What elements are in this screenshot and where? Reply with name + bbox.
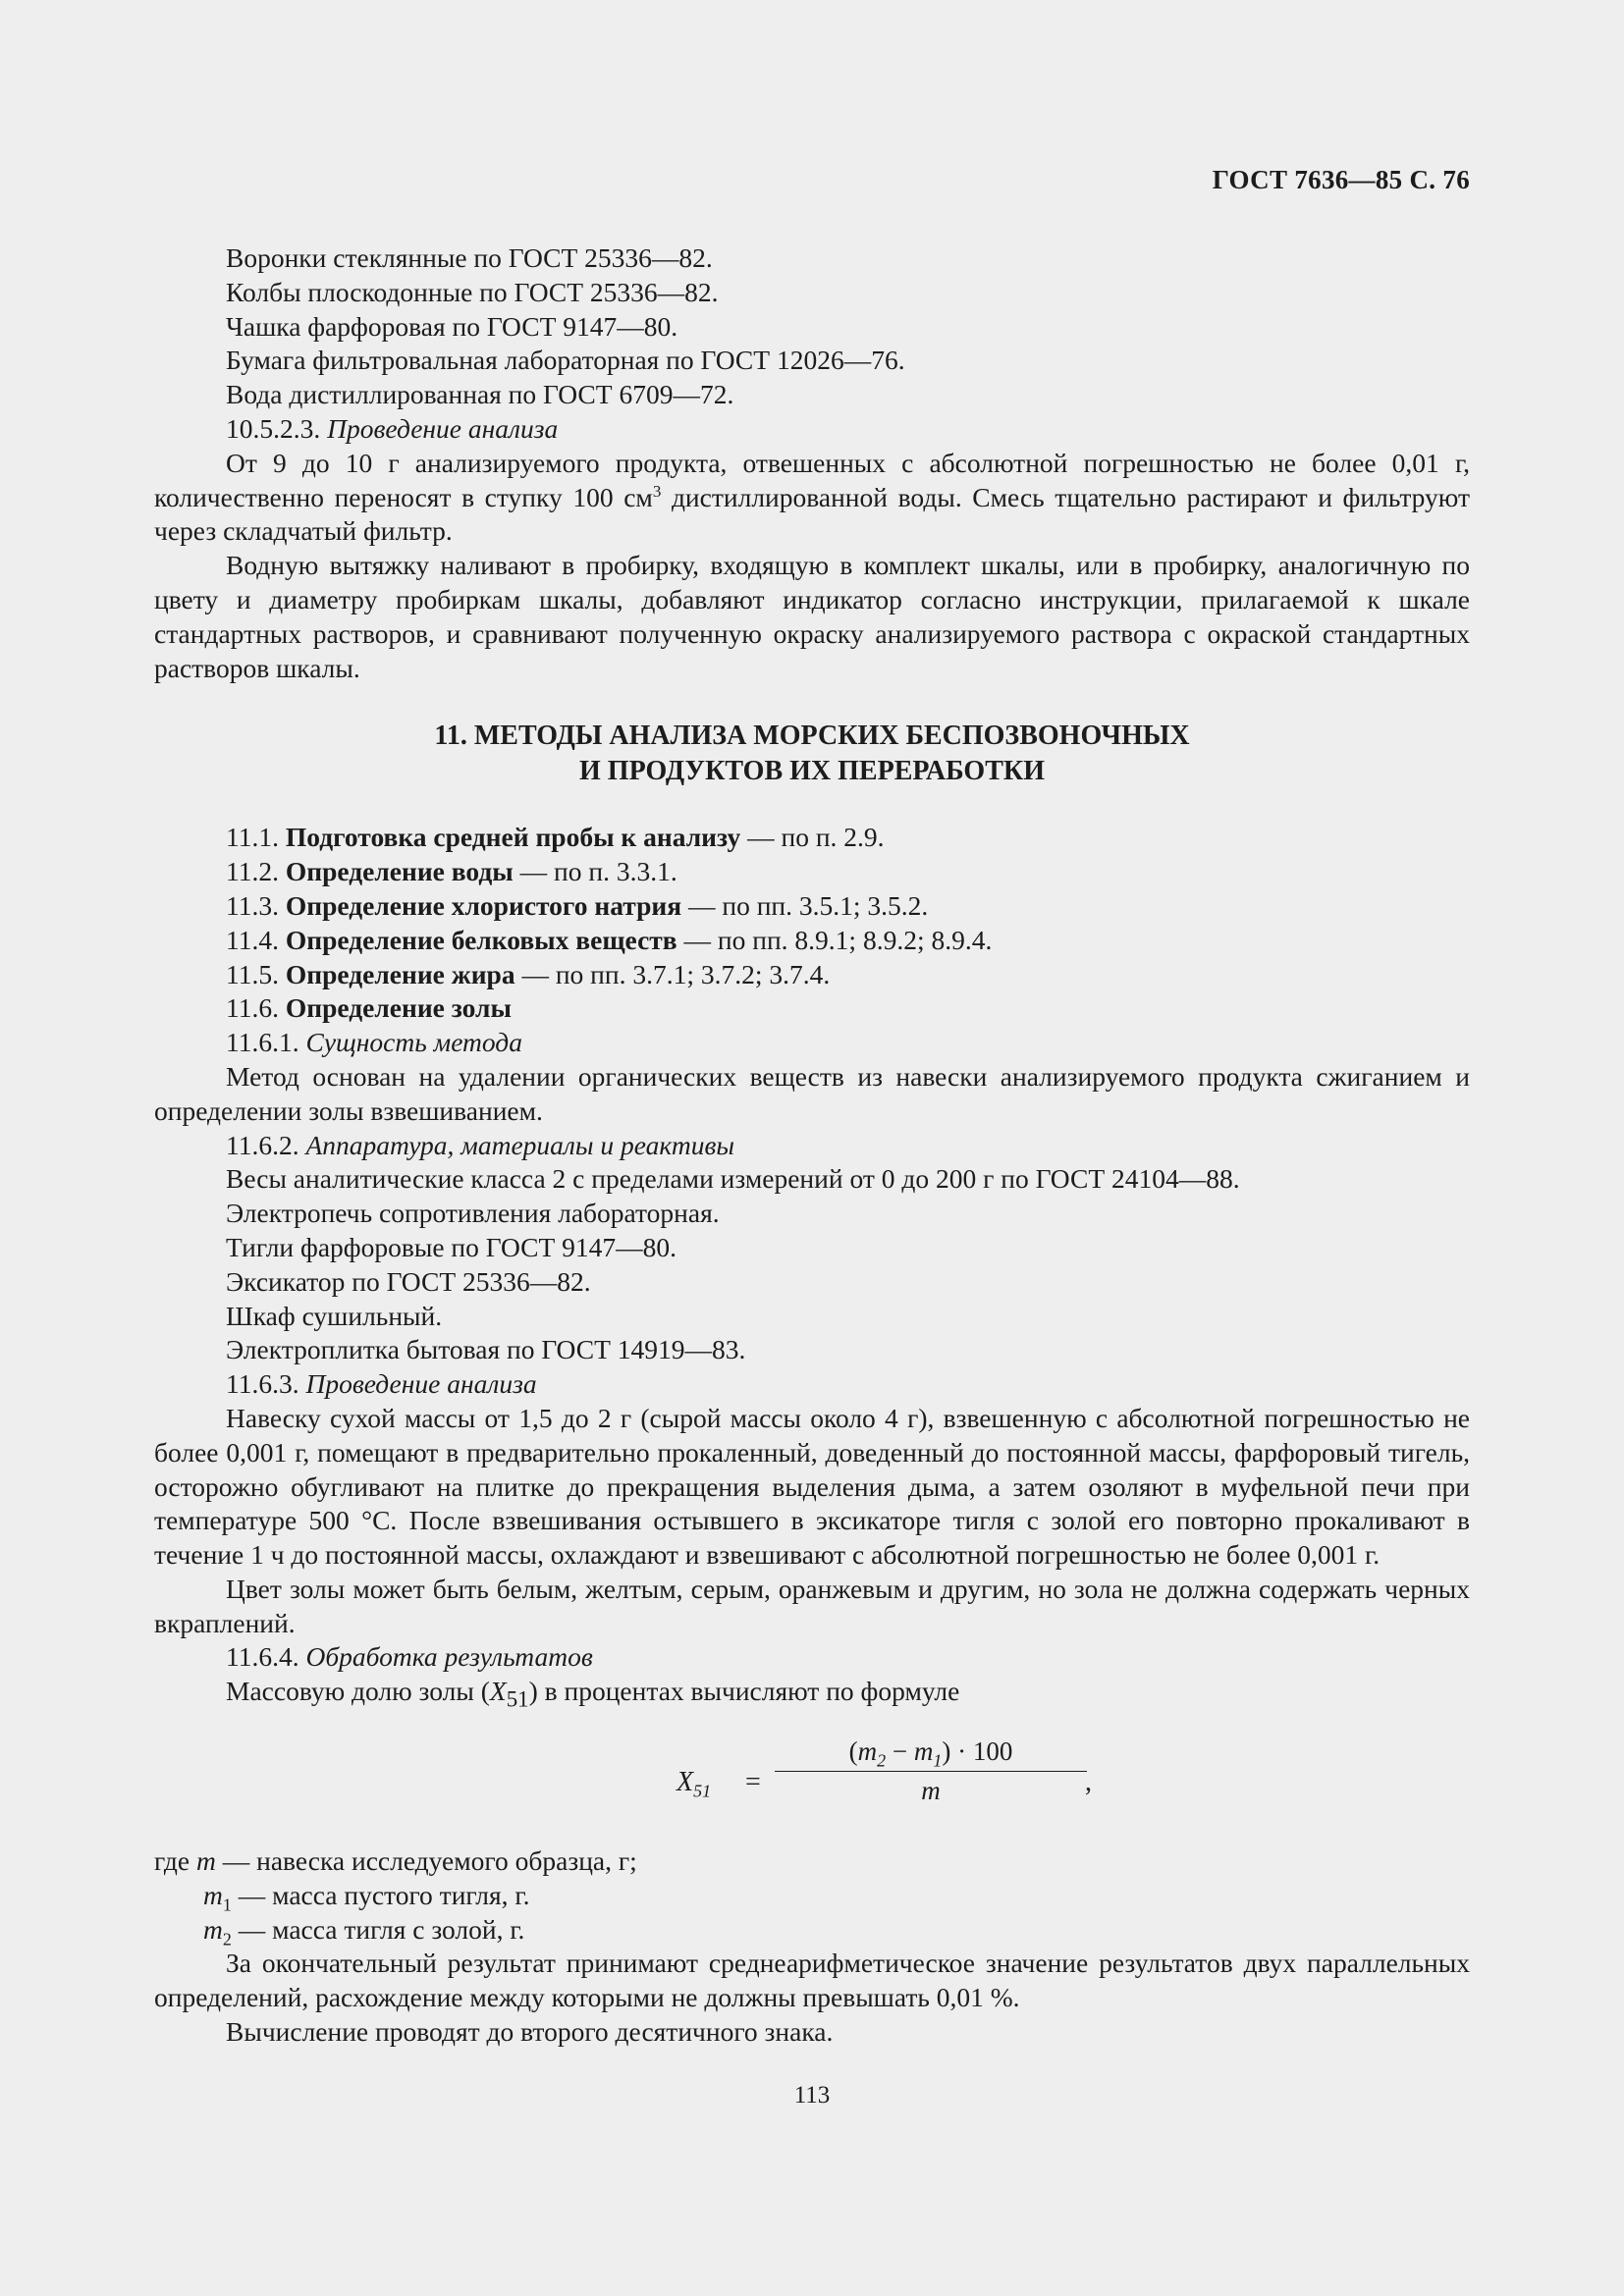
paragraph: Цвет золы может быть белым, желтым, серым, оранжевым и другим, но зола не должна содержать черных вкраплений. <box>154 1573 1470 1638</box>
superscript: 3 <box>652 481 662 501</box>
item-ref: — по п. 3.3.1. <box>513 856 677 887</box>
document-body <box>154 241 1470 2050</box>
variable: m <box>203 1913 223 1945</box>
equipment-item: Эксикатор по ГОСТ 25336—82. <box>226 1265 591 1297</box>
text-run: дистиллированной воды. Смесь тщательно растирают и фильтруют через складчатый фильтр. <box>154 481 1471 547</box>
equipment-item: Весы аналитические класса 2 с пределами измерений от 0 до 200 г по ГОСТ 24104—88. <box>226 1163 1240 1195</box>
subsection-title: Проведение анализа <box>327 412 559 444</box>
material-item: Бумага фильтровальная лабораторная по ГОСТ 12026—76. <box>226 345 905 376</box>
equipment-item: Электропечь сопротивления лабораторная. <box>226 1198 720 1229</box>
subsection-heading <box>154 1129 1470 1163</box>
item-title: Определение жира <box>285 958 515 989</box>
legend-row <box>154 1844 1470 1879</box>
subsection-number: 10.5.2.3. <box>226 412 321 444</box>
subsection-heading <box>154 991 1470 1026</box>
text-run: Массовую долю золы ( <box>226 1676 490 1707</box>
paragraph: За окончательный результат принимают среднеарифметическое значение результатов двух параллельных определений, расхождение между которыми не должны превышать 0,01 %. <box>154 1948 1470 2013</box>
paragraph: Навеску сухой массы от 1,5 до 2 г (сырой массы около 4 г), взвешенную с абсолютной погрешностью не более 0,001 г, помещают в предварительно прокаленный, доведенный до постоянной массы, фарфоровый тигель, осторожно обугливают на плитке до прекращения выделения дыма, а затем озоляют в муфельной печи при температуре 500 °С. После взвешивания остывшего в эксикаторе тигля с золой его повторно прокаливают в течение 1 ч до постоянной массы, охлаждают и взвешивают с абсолютной погрешностью не более 0,001 г. <box>154 1402 1470 1571</box>
subsection-number: 11.6.4. <box>226 1641 306 1673</box>
subsection-heading <box>154 412 1470 447</box>
subsection-number: 11.6.2. <box>226 1129 306 1160</box>
subscript: 2 <box>222 1929 232 1949</box>
formula-denominator: m <box>921 1775 941 1805</box>
item-number: 11.3. <box>226 889 286 921</box>
item-title: Подготовка средней пробы к анализу <box>285 822 741 853</box>
text-run: — навеска исследуемого образца, г; <box>215 1845 637 1877</box>
list-item <box>154 889 1470 924</box>
text-run: ) · 100 <box>942 1736 1013 1767</box>
item-title: Определение белковых веществ <box>285 924 677 955</box>
formula-numerator <box>775 1735 1087 1772</box>
formula-intro <box>154 1675 1470 1712</box>
variable: m <box>203 1879 223 1910</box>
subsection-heading <box>154 1026 1470 1060</box>
text-run: − <box>886 1736 914 1767</box>
paragraph: Метод основан на удалении органических веществ из навески анализируемого продукта сжиганием и определении золы взвешиванием. <box>154 1060 1470 1126</box>
formula <box>154 1719 1470 1839</box>
running-title: ГОСТ 7636—85 С. 76 <box>1212 165 1470 194</box>
item-ref: — по пп. 8.9.1; 8.9.2; 8.9.4. <box>677 924 993 955</box>
item-title: Определение золы <box>285 992 512 1024</box>
text-run: где <box>154 1845 196 1877</box>
material-item: Вода дистиллированная по ГОСТ 6709—72. <box>226 379 734 410</box>
variable: m <box>913 1736 934 1767</box>
subscript: 2 <box>877 1750 887 1771</box>
material-item: Чашка фарфоровая по ГОСТ 9147—80. <box>226 310 678 342</box>
subsection-heading <box>154 1640 1470 1675</box>
item-number: 11.1. <box>226 822 286 853</box>
section-heading-line: И ПРОДУКТОВ ИХ ПЕРЕРАБОТКИ <box>579 756 1045 787</box>
item-title: Определение воды <box>285 856 514 887</box>
subscript: 1 <box>222 1895 232 1915</box>
item-ref: — по п. 2.9. <box>740 822 885 853</box>
page-number: 113 <box>793 2082 831 2109</box>
subsection-number: 11.6.3. <box>226 1368 306 1400</box>
section-heading <box>154 719 1470 789</box>
material-item: Колбы плоскодонные по ГОСТ 25336—82. <box>226 276 719 307</box>
text-run: От 9 до 10 г анализируемого продукта, отвешенных с абсолютной погрешностью не более 0,01 г, количественно переносят в ступку 100 см <box>154 447 1470 512</box>
legend-row <box>154 1879 1470 1913</box>
text-run: — масса пустого тигля, г. <box>231 1879 530 1910</box>
variable-legend <box>154 1844 1470 1947</box>
item-number: 11.2. <box>226 856 286 887</box>
item-number: 11.4. <box>226 924 286 955</box>
formula-comma: , <box>1085 1767 1092 1798</box>
item-number: 11.5. <box>226 958 286 989</box>
formula-fraction <box>775 1735 1087 1808</box>
item-number: 11.6. <box>226 992 286 1024</box>
variable: X <box>677 1767 694 1798</box>
paragraph: Вычисление проводят до второго десятичного знака. <box>226 2016 834 2048</box>
formula-lhs <box>677 1766 711 1800</box>
text-run: ( <box>848 1736 858 1767</box>
formula-equals: = <box>745 1767 761 1798</box>
subsection-title: Сущность метода <box>305 1027 522 1058</box>
subsection-heading <box>154 1367 1470 1402</box>
subsection-title: Обработка результатов <box>305 1641 593 1673</box>
equipment-item: Тигли фарфоровые по ГОСТ 9147—80. <box>226 1231 677 1262</box>
paragraph <box>154 447 1470 549</box>
variable: m <box>195 1845 216 1877</box>
text-run: — масса тигля с золой, г. <box>231 1913 525 1945</box>
text-run: ) в процентах вычисляют по формуле <box>528 1676 960 1707</box>
list-item <box>154 855 1470 889</box>
equipment-item: Электроплитка бытовая по ГОСТ 14919—83. <box>226 1334 746 1365</box>
subscript: 51 <box>693 1781 712 1801</box>
item-title: Определение хлористого натрия <box>285 889 682 921</box>
subscript: 51 <box>506 1686 529 1712</box>
variable: X <box>489 1676 507 1707</box>
item-ref: — по пп. 3.5.1; 3.5.2. <box>681 889 929 921</box>
subsection-title: Аппаратура, материалы и реактивы <box>305 1129 735 1160</box>
legend-row <box>154 1913 1470 1948</box>
paragraph: Водную вытяжку наливают в пробирку, входящую в комплект шкалы, или в пробирку, аналогичную по цвету и диаметру пробиркам шкалы, добавляют индикатор согласно инструкции, прилагаемой к шкале стандартных растворов, и сравнивают полученную окраску анализируемого раствора с окраской стандартных растворов шкалы. <box>154 550 1470 683</box>
subsection-number: 11.6.1. <box>226 1027 306 1058</box>
list-item <box>154 821 1470 855</box>
equipment-item: Шкаф сушильный. <box>226 1300 443 1331</box>
material-item: Воронки стеклянные по ГОСТ 25336—82. <box>226 242 713 273</box>
subscript: 1 <box>933 1750 943 1771</box>
subsection-title: Проведение анализа <box>305 1368 537 1400</box>
section-heading-line: 11. МЕТОДЫ АНАЛИЗА МОРСКИХ БЕСПОЗВОНОЧНЫХ <box>434 721 1190 752</box>
item-ref: — по пп. 3.7.1; 3.7.2; 3.7.4. <box>514 958 831 989</box>
list-item <box>154 958 1470 992</box>
variable: m <box>857 1736 878 1767</box>
list-item <box>154 924 1470 958</box>
